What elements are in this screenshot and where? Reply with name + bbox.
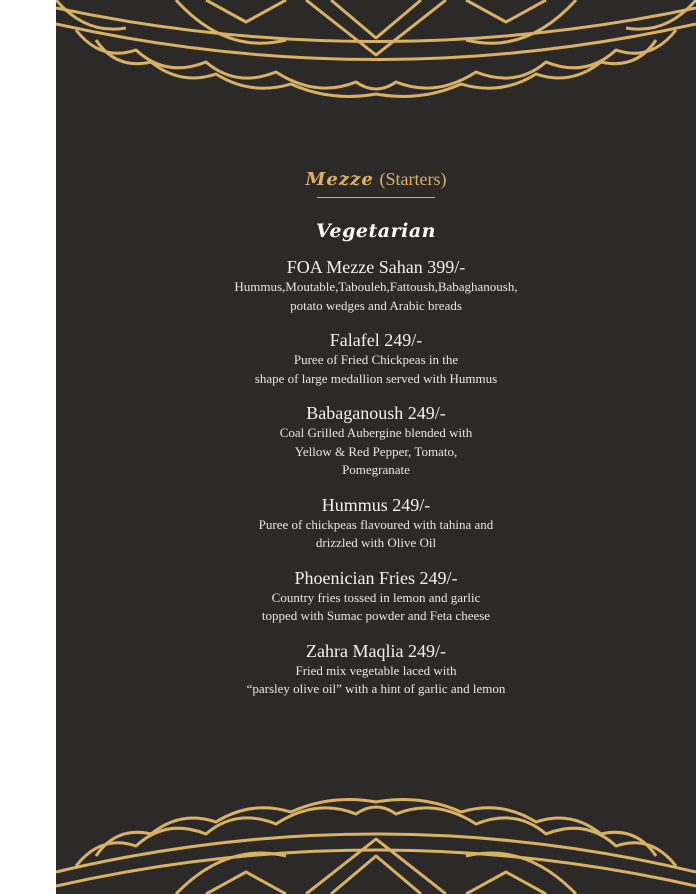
menu-item xyxy=(56,567,696,626)
menu-item xyxy=(56,256,696,315)
menu-item-description: Puree of Fried Chickpeas in the xyxy=(293,352,459,367)
top-mandala-ornament xyxy=(56,0,696,110)
menu-page xyxy=(56,0,696,894)
menu-item-description: Puree of chickpeas flavoured with tahina and xyxy=(258,516,494,532)
menu-item-name: Phoenician Fries 249/- xyxy=(294,567,458,588)
menu-item-description: Coal Grilled Aubergine blended with xyxy=(279,425,473,440)
menu-item-description: “parsley olive oil” with a hint of garlic and lemon xyxy=(246,681,506,696)
menu-content xyxy=(56,168,696,699)
menu-item-description: Hummus,Moutable,Tabouleh,Fattoush,Babaghanoush, xyxy=(234,279,518,294)
menu-item-description: topped with Sumac powder and Feta cheese xyxy=(261,608,491,623)
section-title-script: Mezze xyxy=(305,169,374,190)
section-title xyxy=(56,168,696,191)
menu-item-description: shape of large medallion served with Hummus xyxy=(254,370,498,386)
menu-item xyxy=(56,494,696,553)
section-title-suffix: (Starters) xyxy=(379,169,447,189)
menu-item-description: Yellow & Red Pepper, Tomato, xyxy=(294,443,458,459)
menu-item-description: Pomegranate xyxy=(342,462,410,477)
menu-item-description: potato wedges and Arabic breads xyxy=(290,297,462,313)
menu-item-description: drizzled with Olive Oil xyxy=(315,535,437,550)
title-underline xyxy=(317,197,435,198)
subsection-title: Vegetarian xyxy=(316,220,436,242)
menu-item-name: Hummus 249/- xyxy=(321,494,431,515)
menu-item xyxy=(56,402,696,480)
menu-item xyxy=(56,640,696,699)
menu-item-description: Fried mix vegetable laced with xyxy=(295,662,457,678)
menu-item-description: Country fries tossed in lemon and garlic xyxy=(271,589,481,605)
menu-item xyxy=(56,329,696,388)
menu-item-name: Zahra Maqlia 249/- xyxy=(306,640,446,661)
bottom-mandala-ornament xyxy=(56,794,696,894)
menu-item-name: Babaganoush 249/- xyxy=(306,403,446,423)
menu-item-name: FOA Mezze Sahan 399/- xyxy=(286,257,466,277)
menu-item-name: Falafel 249/- xyxy=(329,330,423,350)
